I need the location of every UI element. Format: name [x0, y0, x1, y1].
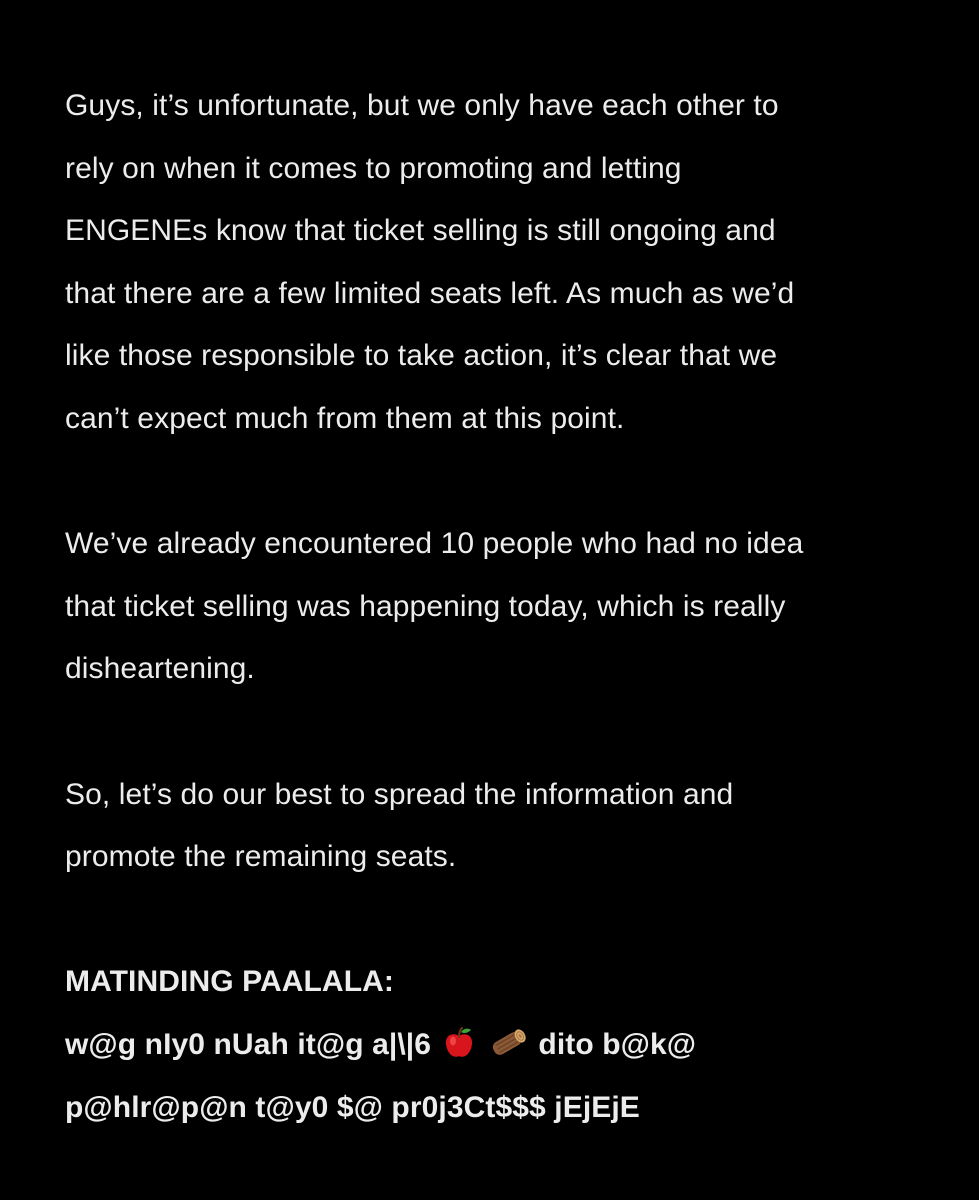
paragraph-1 — [65, 75, 945, 451]
paragraph-3 — [65, 764, 945, 889]
text-line: ENGENEs know that ticket selling is still ongoing and — [65, 214, 776, 248]
reminder-text: dito b@k@ — [538, 1027, 697, 1061]
reminder-line: p@hlr@p@n t@y0 $@ pr0j3Ct$$$ jEjEjE — [65, 1090, 640, 1124]
text-line: Guys, it’s unfortunate, but we only have each other to — [65, 89, 779, 122]
text-line: promote the remaining seats. — [65, 840, 457, 874]
text-line: that there are a few limited seats left. As much as we’d — [65, 276, 795, 310]
reminder-paragraph — [65, 951, 945, 1139]
text-line: like those responsible to take action, it’s clear that we — [65, 339, 778, 373]
text-line: We’ve already encountered 10 people who had no idea — [65, 527, 804, 561]
reminder-line — [65, 1014, 945, 1077]
text-line: that ticket selling was happening today, which is really — [65, 589, 786, 623]
text-line: can’t expect much from them at this point. — [65, 401, 625, 435]
wood-log-emoji-icon — [488, 1026, 528, 1060]
reminder-heading: MATINDING PAALALA: — [65, 965, 394, 999]
text-line: disheartening. — [65, 652, 255, 686]
text-line: So, let’s do our best to spread the information and — [65, 777, 734, 811]
reminder-text: w@g nIy0 nUah it@g a|\|6 — [65, 1027, 432, 1061]
text-line: rely on when it comes to promoting and letting — [65, 151, 682, 185]
note-body — [65, 75, 945, 1139]
apple-emoji-icon — [442, 1026, 476, 1060]
paragraph-2 — [65, 513, 945, 701]
